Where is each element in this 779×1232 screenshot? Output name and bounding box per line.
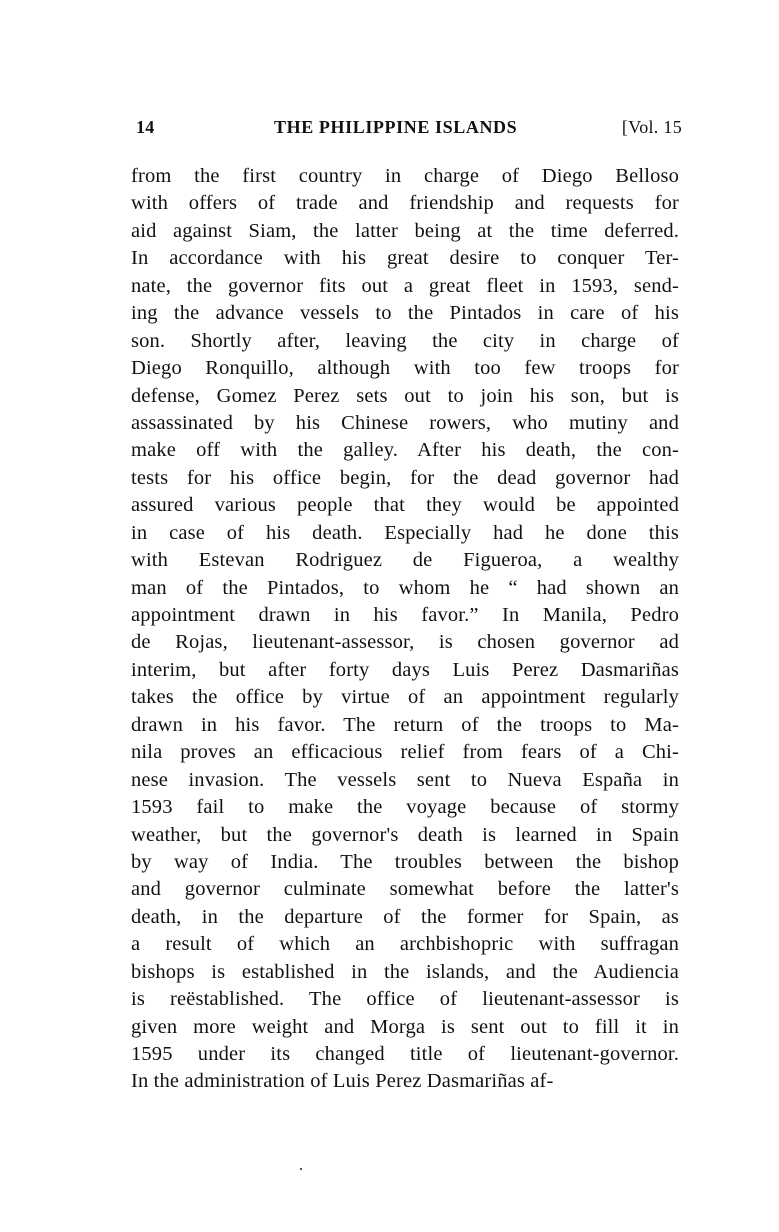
text-line: 1595 under its changed title of lieutenant-governor. — [131, 1043, 679, 1065]
text-line: In accordance with his great desire to conquer Ter- — [131, 247, 679, 270]
text-line: from the first country in charge of Diego Belloso — [131, 165, 679, 187]
text-line: with Estevan Rodriguez de Figueroa, a wealthy — [131, 549, 679, 572]
text-line: nila proves an efficacious relief from fears of a Chi- — [131, 741, 679, 764]
text-line: assured various people that they would be appointed — [131, 494, 679, 517]
text-line: death, in the departure of the former for Spain, as — [131, 905, 679, 928]
text-line: bishops is established in the islands, and the Audiencia — [131, 960, 679, 983]
text-line: aid against Siam, the latter being at the time deferred. — [131, 219, 679, 242]
text-line: by way of India. The troubles between the bishop — [131, 850, 679, 873]
text-line: defense, Gomez Perez sets out to join his son, but is — [131, 384, 679, 407]
body-text — [131, 163, 679, 1096]
running-header — [136, 117, 682, 143]
text-line: 1593 fail to make the voyage because of stormy — [131, 796, 679, 819]
text-line: a result of which an archbishopric with suffragan — [131, 933, 679, 956]
text-line: takes the office by virtue of an appointment regularly — [131, 686, 679, 709]
text-line: assassinated by his Chinese rowers, who mutiny and — [131, 411, 679, 434]
text-line: nese invasion. The vessels sent to Nueva España in — [131, 768, 679, 791]
text-line: ing the advance vessels to the Pintados in care of his — [131, 302, 679, 325]
page-number: 14 — [136, 117, 155, 137]
text-line: in case of his death. Especially had he done this — [131, 521, 679, 544]
text-line: given more weight and Morga is sent out to fill it in — [131, 1015, 679, 1038]
text-line: with offers of trade and friendship and requests for — [131, 192, 679, 215]
text-line: is reëstablished. The office of lieutenant-assessor is — [131, 988, 679, 1011]
text-line: In the administration of Luis Perez Dasmariñas af- — [131, 1070, 554, 1093]
text-line: drawn in his favor. The return of the troops to Ma- — [131, 713, 679, 736]
volume-label: [Vol. 15 — [621, 117, 682, 137]
running-title: THE PHILIPPINE ISLANDS — [274, 117, 518, 137]
scan-speck — [300, 1168, 302, 1170]
text-line: interim, but after forty days Luis Perez Dasmariñas — [131, 658, 679, 681]
text-line: Diego Ronquillo, although with too few troops for — [131, 357, 679, 380]
text-line: appointment drawn in his favor.” In Manila, Pedro — [131, 604, 679, 626]
text-line: weather, but the governor's death is learned in Spain — [131, 823, 679, 846]
text-line: tests for his office begin, for the dead governor had — [131, 466, 679, 489]
text-line: son. Shortly after, leaving the city in charge of — [131, 329, 679, 352]
text-line: nate, the governor fits out a great fleet in 1593, send- — [131, 274, 679, 297]
text-line: man of the Pintados, to whom he “ had shown an — [131, 576, 679, 599]
text-line: and governor culminate somewhat before the latter's — [131, 878, 679, 901]
text-line: make off with the galley. After his death, the con- — [131, 439, 679, 462]
text-line: de Rojas, lieutenant-assessor, is chosen governor ad — [131, 631, 679, 654]
